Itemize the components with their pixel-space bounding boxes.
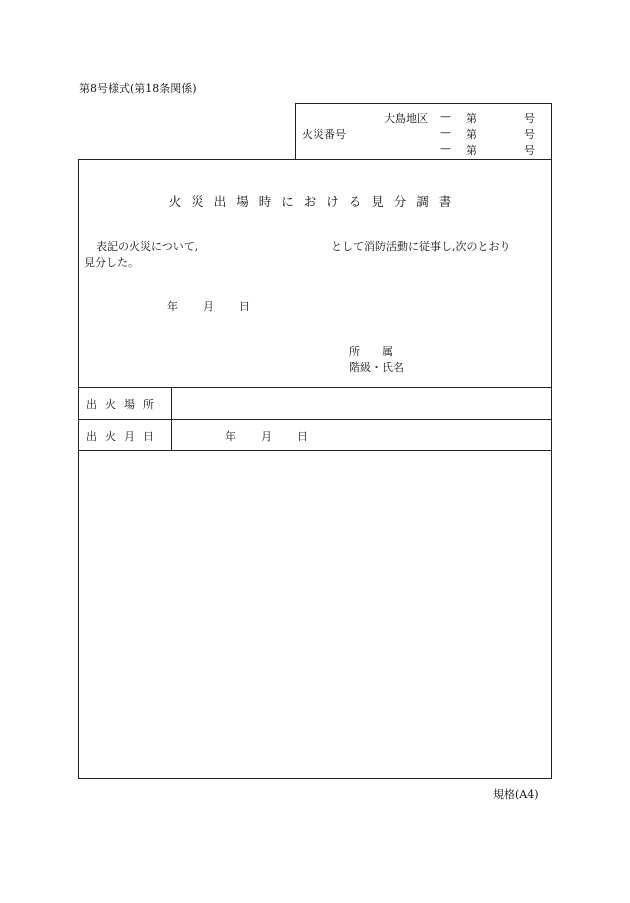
fire-number-dash: — — [440, 126, 451, 139]
body-text-end: として消防活動に従事し,次のとおり — [331, 240, 511, 253]
fire-number-go: 号 — [524, 128, 535, 141]
rank-name-label: 階級・氏名 — [349, 361, 404, 374]
document-title: 火災出場時における見分調書 — [168, 194, 462, 209]
paper-standard: 規格(A4) — [493, 788, 539, 801]
fire-number-dash: — — [440, 142, 451, 155]
fire-place-label: 出火場所 — [86, 398, 162, 411]
body-text-line2: 見分した。 — [84, 256, 139, 269]
fire-number-box — [295, 103, 552, 160]
fire-number-label: 火災番号 — [302, 128, 346, 141]
fire-number-dai: 第 — [466, 112, 477, 125]
date-year: 年 — [167, 300, 178, 313]
table-divider — [79, 450, 551, 451]
fire-number-dai: 第 — [466, 128, 477, 141]
table-divider — [79, 387, 551, 388]
fire-date-label: 出火月日 — [86, 430, 162, 443]
fire-number-dash: — — [440, 110, 451, 123]
affiliation-label: 所 属 — [349, 345, 393, 358]
fire-number-go: 号 — [524, 144, 535, 157]
form-number: 第8号様式(第18条関係) — [79, 82, 197, 95]
fire-date-month: 月 — [261, 430, 272, 443]
district-label: 大島地区 — [384, 112, 428, 125]
fire-number-dai: 第 — [466, 144, 477, 157]
fire-date-year: 年 — [225, 430, 236, 443]
fire-date-day: 日 — [297, 430, 308, 443]
fire-number-go: 号 — [524, 112, 535, 125]
table-column-divider — [171, 387, 172, 450]
date-day: 日 — [239, 300, 250, 313]
date-month: 月 — [203, 300, 214, 313]
table-divider — [79, 419, 551, 420]
survey-form — [78, 159, 552, 779]
body-text-start: 表記の火災について, — [96, 240, 199, 253]
